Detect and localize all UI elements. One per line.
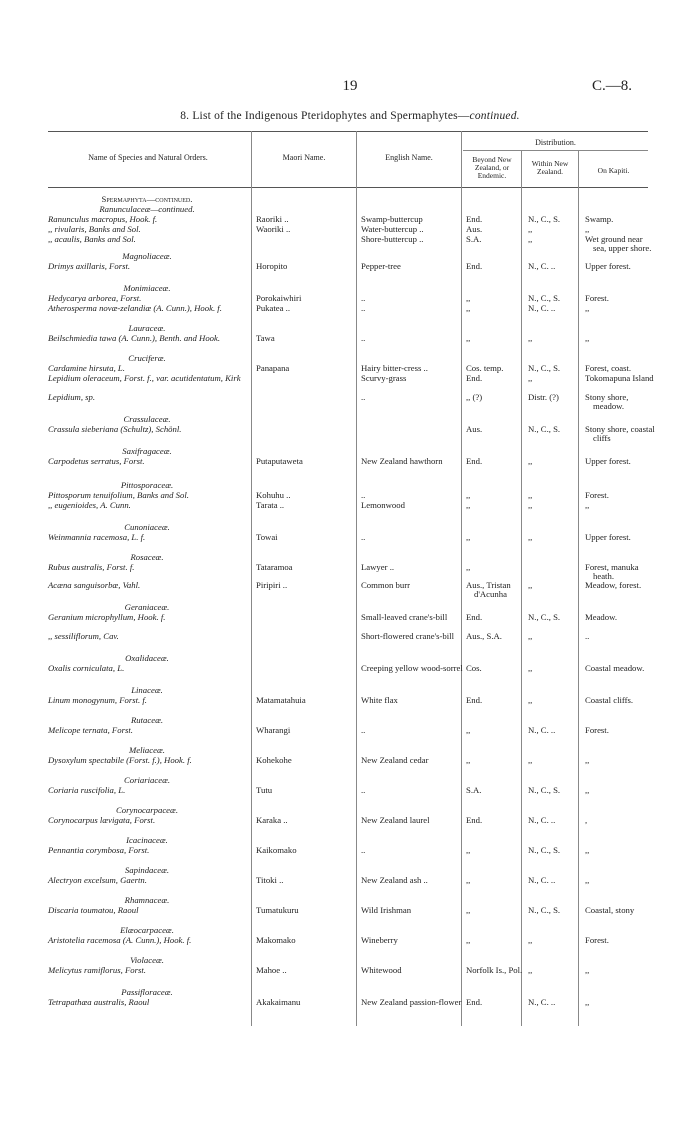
distribution-within: N., C., S.	[528, 363, 561, 373]
species-row	[48, 581, 648, 603]
distribution-within: ,,	[528, 755, 533, 765]
distribution-beyond: ,,	[466, 490, 471, 500]
header-maori: Maori Name.	[282, 153, 326, 162]
distribution-kapiti: ,,	[585, 997, 590, 1007]
species-row	[48, 876, 648, 896]
distribution-within: N., C., S.	[528, 905, 561, 915]
maori-name: Tawa	[256, 333, 275, 343]
species-row	[48, 613, 648, 632]
distribution-kapiti: ,,	[585, 333, 590, 343]
natural-order-heading: Oxalidaceæ.	[125, 653, 169, 663]
species-name: Dysoxylum spectabile (Forst. f.), Hook. f.	[48, 755, 192, 765]
distribution-beyond: End.	[466, 695, 483, 705]
distribution-beyond: ,,	[466, 562, 471, 572]
english-name: ..	[361, 392, 366, 402]
natural-order-heading: Passifloraceæ.	[121, 987, 173, 997]
species-name: Discaria toumatou, Raoul	[48, 905, 139, 915]
species-row	[48, 816, 648, 836]
distribution-within: ,,	[528, 695, 533, 705]
species-row	[48, 234, 652, 254]
distribution-beyond: ,,	[466, 333, 471, 343]
species-name: Lepidium, sp.	[48, 392, 96, 402]
english-name: ..	[361, 845, 366, 855]
natural-order-heading: Pittosporaceæ.	[120, 480, 174, 490]
distribution-beyond: Aus., S.A.	[466, 631, 502, 641]
distribution-kapiti: ,	[585, 815, 588, 825]
distribution-kapiti: Forest.	[585, 935, 609, 945]
english-name: New Zealand hawthorn	[361, 456, 443, 466]
header-within: Within New Zealand.	[531, 159, 569, 176]
english-name: Wineberry	[361, 935, 398, 945]
natural-order-heading: Rosaceæ.	[130, 552, 164, 562]
maori-name: Karaka ..	[256, 815, 288, 825]
species-table	[48, 194, 655, 1018]
distribution-kapiti: Wet ground near sea, upper shore.	[585, 234, 652, 254]
header-english: English Name.	[385, 153, 433, 162]
species-name: Rubus australis, Forst. f.	[48, 562, 135, 572]
species-row	[48, 664, 648, 686]
header-distribution: Distribution.	[535, 138, 576, 147]
distribution-kapiti: Meadow.	[585, 612, 618, 622]
english-name: Pepper-tree	[361, 261, 401, 271]
natural-order-heading: Crassulaceæ.	[123, 414, 171, 424]
distribution-beyond: ,,	[466, 532, 471, 542]
distribution-within: ,,	[528, 935, 533, 945]
distribution-kapiti: Forest, manuka heath.	[585, 562, 639, 582]
distribution-beyond: Cos.	[466, 663, 482, 673]
english-name: Shore-buttercup ..	[361, 234, 424, 244]
species-row	[48, 966, 648, 988]
english-name: Short-flowered crane's-bill	[361, 631, 454, 641]
natural-order-heading: Coriariaceæ.	[123, 775, 171, 785]
species-name: Acæna sanguisorbæ, Vahl.	[48, 580, 141, 590]
maori-name: Kohuhu ..	[256, 490, 291, 500]
english-name: Lawyer ..	[361, 562, 395, 572]
distribution-kapiti: ..	[585, 631, 590, 641]
english-name: ..	[361, 532, 366, 542]
species-row	[48, 533, 648, 553]
distribution-kapiti: Stony shore, meadow.	[585, 392, 629, 412]
maori-name: Horopito	[256, 261, 288, 271]
maori-name: Mahoe ..	[256, 965, 287, 975]
distribution-beyond: ,,	[466, 725, 471, 735]
species-name: Alectryon excelsum, Gaertn.	[48, 875, 147, 885]
order-heading-row	[48, 553, 648, 563]
species-name: ,, sessiliflorum, Cav.	[48, 631, 119, 641]
species-name: Oxalis corniculata, L.	[48, 663, 125, 673]
maori-name: Tarata ..	[256, 500, 285, 510]
natural-order-heading: Cruciferæ.	[128, 353, 166, 363]
species-name: Aristotelia racemosa (A. Cunn.), Hook. f.	[48, 935, 192, 945]
english-name: Common burr	[361, 580, 410, 590]
species-name: Cardamine hirsuta, L.	[48, 363, 125, 373]
distribution-kapiti: ,,	[585, 785, 590, 795]
species-name: Weinmannia racemosa, L. f.	[48, 532, 146, 542]
natural-order-heading: Spermaphyta—continued.	[101, 194, 193, 204]
maori-name: Pukatea ..	[256, 303, 291, 313]
distribution-within: ,,	[528, 224, 533, 234]
species-row	[48, 998, 648, 1018]
natural-order-heading: Saxifragaceæ.	[122, 446, 172, 456]
distribution-beyond: ,,	[466, 755, 471, 765]
distribution-rule	[463, 150, 648, 151]
species-row	[48, 936, 648, 956]
distribution-within: N., C. ..	[528, 875, 556, 885]
species-name: Hedycarya arborea, Forst.	[48, 293, 142, 303]
english-name: Scurvy-grass	[361, 373, 407, 383]
distribution-beyond: ,,	[466, 500, 471, 510]
distribution-within: ,,	[528, 500, 533, 510]
natural-order-heading: Elæocarpaceæ.	[120, 925, 174, 935]
species-name: Melicytus ramiflorus, Forst.	[48, 965, 146, 975]
distribution-kapiti: Forest.	[585, 725, 609, 735]
english-name: White flax	[361, 695, 398, 705]
distribution-kapiti: ,,	[585, 845, 590, 855]
distribution-within: N., C., S.	[528, 214, 561, 224]
distribution-within: N., C., S.	[528, 845, 561, 855]
english-name: New Zealand laurel	[361, 815, 430, 825]
maori-name: Wharangi	[256, 725, 291, 735]
species-row	[48, 756, 648, 776]
natural-order-heading: Linaceæ.	[131, 685, 163, 695]
title-suffix: continued.	[469, 110, 520, 122]
species-row	[48, 424, 655, 447]
natural-order-heading: Corynocarpaceæ.	[115, 805, 178, 815]
distribution-within: Distr. (?)	[528, 392, 559, 402]
distribution-kapiti: Coastal cliffs.	[585, 695, 634, 705]
header-kapiti: On Kapiti.	[597, 166, 630, 175]
species-row	[48, 373, 654, 393]
english-name: ..	[361, 333, 366, 343]
natural-order-heading: Monimiaceæ.	[123, 283, 171, 293]
english-name: Water-buttercup ..	[361, 224, 424, 234]
distribution-beyond: ,, (?)	[466, 392, 483, 402]
species-name: Pennantia corymbosa, Forst.	[48, 845, 150, 855]
species-name: Beilschmiedia tawa (A. Cunn.), Benth. and Hook.	[48, 333, 221, 343]
distribution-beyond: End.	[466, 214, 483, 224]
page-title	[0, 110, 700, 122]
distribution-within: N., C. ..	[528, 997, 556, 1007]
distribution-kapiti: Meadow, forest.	[585, 580, 642, 590]
distribution-within: N., C. ..	[528, 303, 556, 313]
maori-name: Akakaimanu	[256, 997, 301, 1007]
natural-order-heading: Rutaceæ.	[130, 715, 164, 725]
maori-name: Panapana	[256, 363, 290, 373]
english-name: Whitewood	[361, 965, 402, 975]
english-name: Small-leaved crane's-bill	[361, 612, 448, 622]
distribution-beyond: End.	[466, 261, 483, 271]
header-beyond: Beyond New Zealand, or Endemic.	[472, 155, 512, 180]
distribution-beyond: Aus.	[466, 424, 483, 434]
distribution-kapiti: ,,	[585, 875, 590, 885]
header-bottom-rule	[48, 187, 648, 188]
distribution-beyond: ,,	[466, 875, 471, 885]
distribution-kapiti: ,,	[585, 500, 590, 510]
species-row	[48, 491, 648, 501]
species-name: ,, eugenioides, A. Cunn.	[48, 500, 131, 510]
maori-name: Kohekohe	[256, 755, 292, 765]
english-name: Wild Irishman	[361, 905, 412, 915]
distribution-within: ,,	[528, 333, 533, 343]
species-row	[48, 393, 648, 415]
species-name: Carpodetus serratus, Forst.	[48, 456, 145, 466]
species-row	[48, 786, 648, 806]
natural-order-heading: Icacinaceæ.	[126, 835, 168, 845]
species-row	[48, 225, 648, 235]
species-name: Melicope ternata, Forst.	[48, 725, 133, 735]
natural-order-heading: Sapindaceæ.	[124, 865, 170, 875]
distribution-within: N., C., S.	[528, 612, 561, 622]
english-name: New Zealand passion-flower	[361, 997, 462, 1007]
english-name: Hairy bitter-cress ..	[361, 363, 428, 373]
species-row	[48, 304, 648, 324]
maori-name: Kaikomako	[256, 845, 297, 855]
distribution-beyond: ,,	[466, 905, 471, 915]
maori-name: Tumatukuru	[256, 905, 299, 915]
distribution-within: ,,	[528, 663, 533, 673]
english-name: New Zealand ash ..	[361, 875, 428, 885]
species-name: Lepidium oleraceum, Forst. f., var. acutidentatum, Kirk	[48, 373, 241, 383]
english-name: Lemonwood	[361, 500, 405, 510]
distribution-kapiti: Swamp.	[585, 214, 614, 224]
maori-name: Porokaiwhiri	[256, 293, 302, 303]
distribution-within: ,,	[528, 373, 533, 383]
distribution-beyond: End.	[466, 373, 483, 383]
species-row	[48, 563, 648, 581]
english-name: Swamp-buttercup	[361, 214, 423, 224]
page-number: 19	[342, 78, 358, 94]
natural-order-heading: Geraniaceæ.	[124, 602, 170, 612]
distribution-within: N., C. ..	[528, 261, 556, 271]
english-name: ..	[361, 293, 366, 303]
distribution-within: ,,	[528, 631, 533, 641]
english-name: ..	[361, 725, 366, 735]
distribution-beyond: Aus., Tristan d'Acunha	[466, 580, 511, 600]
maori-name: Tataramoa	[256, 562, 293, 572]
species-name: Linum monogynum, Forst. f.	[48, 695, 147, 705]
species-row	[48, 906, 648, 926]
order-heading-row	[48, 716, 648, 726]
english-name: Creeping yellow wood-sorrel	[361, 663, 463, 673]
distribution-kapiti: Forest, coast.	[585, 363, 632, 373]
natural-order-heading: Violaceæ.	[130, 955, 164, 965]
distribution-kapiti: ,,	[585, 224, 590, 234]
distribution-kapiti: ,,	[585, 755, 590, 765]
species-row	[48, 501, 648, 523]
maori-name: Matamatahuia	[256, 695, 306, 705]
distribution-beyond: End.	[466, 456, 483, 466]
order-heading-row	[48, 654, 648, 664]
distribution-within: N., C., S.	[528, 293, 561, 303]
distribution-beyond: Aus.	[466, 224, 483, 234]
distribution-beyond: End.	[466, 997, 483, 1007]
distribution-within: ,,	[528, 234, 533, 244]
distribution-beyond: Norfolk Is., Pol.	[466, 965, 523, 975]
distribution-beyond: ,,	[466, 303, 471, 313]
distribution-kapiti: Forest.	[585, 490, 609, 500]
maori-name: Tutu	[256, 785, 273, 795]
distribution-within: N., C., S.	[528, 424, 561, 434]
species-name: ,, acaulis, Banks and Sol.	[48, 234, 136, 244]
document-reference: C.—8.	[591, 78, 632, 94]
species-name: Pittosporum tenuifolium, Banks and Sol.	[48, 490, 189, 500]
distribution-beyond: S.A.	[466, 234, 482, 244]
natural-order-heading: Cunoniaceæ.	[124, 522, 170, 532]
distribution-beyond: Cos. temp.	[466, 363, 504, 373]
species-name: Coriaria ruscifolia, L.	[48, 785, 126, 795]
distribution-kapiti: Coastal, stony	[585, 905, 635, 915]
header-top-rule	[48, 131, 648, 132]
species-name: ,, rivularis, Banks and Sol.	[48, 224, 141, 234]
distribution-within: ,,	[528, 456, 533, 466]
distribution-beyond: End.	[466, 612, 483, 622]
distribution-within: ,,	[528, 965, 533, 975]
distribution-within: ,,	[528, 490, 533, 500]
distribution-within: ,,	[528, 532, 533, 542]
natural-order-heading: Lauraceæ.	[128, 323, 166, 333]
natural-order-heading: Ranunculaceæ—continued.	[99, 204, 195, 214]
maori-name: Waoriki ..	[256, 224, 291, 234]
distribution-kapiti: Upper forest.	[585, 532, 631, 542]
title-prefix: 8. List of the Indigenous Pteridophytes and Spermaphytes—	[180, 110, 470, 122]
english-name: New Zealand cedar	[361, 755, 429, 765]
english-name: ..	[361, 785, 366, 795]
species-row	[48, 457, 648, 481]
distribution-kapiti: Upper forest.	[585, 456, 631, 466]
species-name: Corynocarpus lævigata, Forst.	[48, 815, 156, 825]
maori-name: Putaputaweta	[256, 456, 303, 466]
order-heading-row	[48, 252, 648, 262]
distribution-within: N., C., S.	[528, 785, 561, 795]
maori-name: Towai	[256, 532, 278, 542]
distribution-kapiti: ,,	[585, 965, 590, 975]
distribution-kapiti: Upper forest.	[585, 261, 631, 271]
species-name: Crassula sieberiana (Schultz), Schönl.	[48, 424, 182, 434]
distribution-within: N., C. ..	[528, 725, 556, 735]
maori-name: Titoki ..	[256, 875, 284, 885]
header-name: Name of Species and Natural Orders.	[88, 153, 208, 162]
species-row	[48, 262, 648, 284]
species-name: Geranium microphyllum, Hook. f.	[48, 612, 166, 622]
distribution-beyond: ,,	[466, 845, 471, 855]
species-row	[48, 334, 648, 354]
distribution-beyond: ,,	[466, 935, 471, 945]
natural-order-heading: Meliaceæ.	[129, 745, 165, 755]
maori-name: Piripiri ..	[256, 580, 288, 590]
distribution-kapiti: Tokomapuna Island	[585, 373, 654, 383]
distribution-within: ,,	[528, 580, 533, 590]
distribution-kapiti: Coastal meadow.	[585, 663, 645, 673]
natural-order-heading: Magnoliaceæ.	[122, 251, 172, 261]
distribution-within: N., C. ..	[528, 815, 556, 825]
species-row	[48, 632, 648, 654]
english-name: ..	[361, 303, 366, 313]
distribution-beyond: ,,	[466, 293, 471, 303]
maori-name: Raoriki ..	[256, 214, 289, 224]
distribution-beyond: End.	[466, 815, 483, 825]
species-row	[48, 846, 648, 866]
species-name: Ranunculus macropus, Hook. f.	[48, 214, 158, 224]
species-name: Atherosperma novæ-zelandiæ (A. Cunn.), Hook. f.	[48, 303, 222, 313]
species-row	[48, 696, 648, 716]
english-name: ..	[361, 490, 366, 500]
distribution-kapiti: Forest.	[585, 293, 609, 303]
natural-order-heading: Rhamnaceæ.	[124, 895, 170, 905]
distribution-beyond: S.A.	[466, 785, 482, 795]
species-name: Drimys axillaris, Forst.	[48, 261, 131, 271]
species-name: Tetrapathæa australis, Raoul	[48, 997, 150, 1007]
distribution-kapiti: ,,	[585, 303, 590, 313]
species-row	[48, 726, 648, 746]
maori-name: Makomako	[256, 935, 296, 945]
distribution-kapiti: Stony shore, coastal cliffs	[585, 424, 655, 444]
